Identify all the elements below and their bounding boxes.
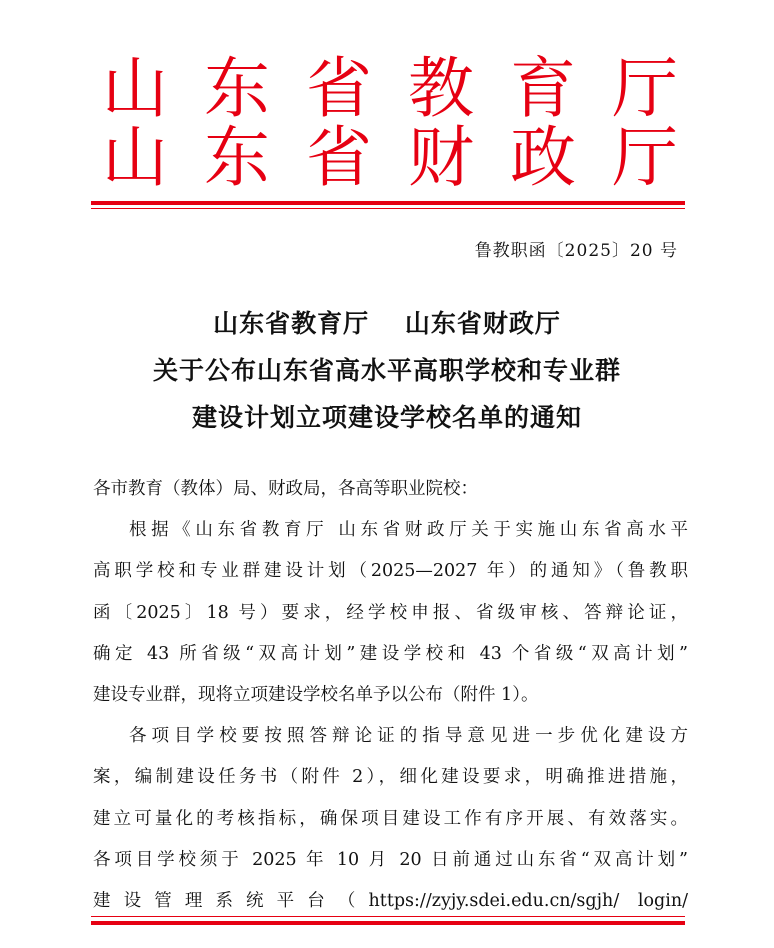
letterhead-char: 教 xyxy=(408,50,474,127)
title-line: 关于公布山东省高水平高职学校和专业群 xyxy=(152,356,621,385)
paragraph-line: 建立可量化的考核指标，确保项目建设工作有序开展、有效落实。 xyxy=(93,808,688,829)
paragraph-line: 各项目学校要按照答辩论证的指导意见进一步优化建设方 xyxy=(129,726,688,747)
letterhead-char: 省 xyxy=(306,50,372,127)
letterhead-char: 山 xyxy=(102,50,168,127)
footer-divider-thick xyxy=(91,921,685,925)
paragraph-line: 案，编制建设任务书（附件 2），细化建设要求，明确推进措施， xyxy=(93,767,688,788)
letterhead-char: 山 xyxy=(102,119,168,196)
document-body xyxy=(93,469,688,922)
letterhead-char: 财 xyxy=(408,119,474,196)
paragraph-line: 根据《山东省教育厅 山东省财政厅关于实施山东省高水平 xyxy=(129,520,688,541)
letterhead-char: 省 xyxy=(306,119,372,196)
header-divider-thick xyxy=(91,201,685,205)
letterhead-char: 政 xyxy=(510,119,576,196)
paragraph-line: 各项目学校须于 2025 年 10 月 20 日前通过山东省“双高计划” xyxy=(93,849,688,870)
paragraph-line: 函〔2025〕18 号）要求，经学校申报、省级审核、答辩论证， xyxy=(93,602,688,623)
document-number: 鲁教职函〔2025〕20 号 xyxy=(474,241,678,261)
paragraph-line: 建设管理系统平台（https://zyjy.sdei.edu.cn/sgjh/ login/ xyxy=(93,891,688,912)
letterhead-line-education xyxy=(95,50,685,127)
letterhead-char: 厅 xyxy=(612,50,678,127)
title-line: 山东省教育厅 山东省财政厅 xyxy=(213,309,561,338)
title-line: 建设计划立项建设学校名单的通知 xyxy=(191,403,582,432)
salutation: 各市教育（教体）局、财政局，各高等职业院校： xyxy=(93,479,478,499)
header-divider-thin xyxy=(91,208,685,209)
paragraph-line: 高职学校和专业群建设计划（2025—2027 年）的通知》（鲁教职 xyxy=(93,561,688,582)
letterhead-char: 东 xyxy=(204,119,270,196)
letterhead-char: 育 xyxy=(510,50,576,127)
footer-divider-thin xyxy=(91,916,685,917)
letterhead-line-finance xyxy=(95,119,685,196)
letterhead-char: 东 xyxy=(204,50,270,127)
document-title xyxy=(0,300,774,441)
letterhead-char: 厅 xyxy=(612,119,678,196)
paragraph-line: 确定 43 所省级“双高计划”建设学校和 43 个省级“双高计划” xyxy=(93,643,688,664)
paragraph-line: 建设专业群，现将立项建设学校名单予以公布（附件 1）。 xyxy=(93,685,539,706)
